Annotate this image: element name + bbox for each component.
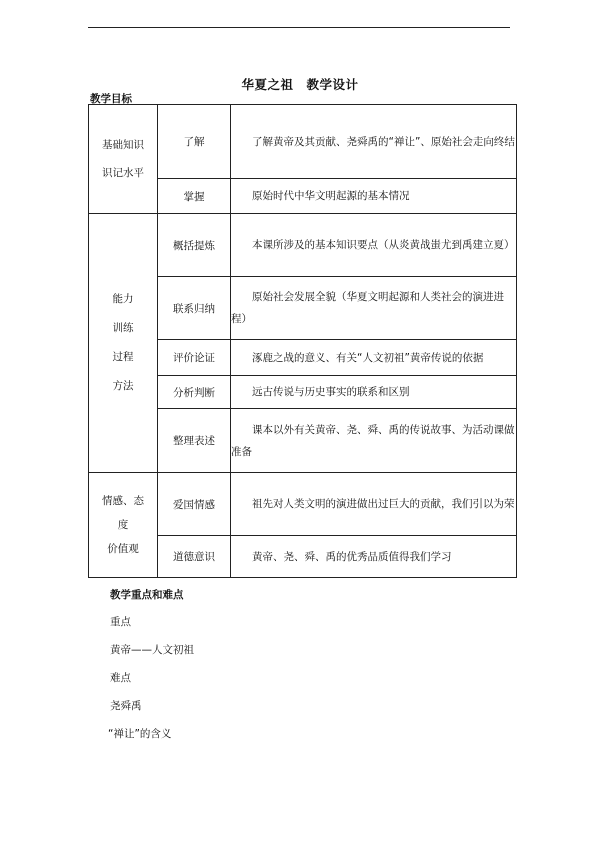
difficulty-detail: “禅让”的含义 [108, 728, 172, 740]
category-cell-basic-knowledge [89, 105, 158, 214]
category-line: 过程 [112, 351, 134, 363]
description-cell: 课本以外有关黄帝、尧、舜、禹的传说故事、为活动课做准备 [231, 409, 517, 473]
description-cell: 原始社会发展全貌（华夏文明起源和人类社会的演进进程） [231, 277, 517, 340]
header-rule [88, 27, 510, 28]
description-cell: 远古传说与历史事实的联系和区别 [231, 376, 517, 409]
category-line: 价值观 [107, 543, 139, 555]
subcategory-cell: 了解 [158, 105, 231, 179]
objectives-label: 教学目标 [90, 93, 132, 105]
description-cell: 黄帝、尧、舜、禹的优秀品质值得我们学习 [231, 536, 517, 578]
description-cell: 涿鹿之战的意义、有关“人文初祖”黄帝传说的依据 [231, 340, 517, 376]
category-line: 情感、态 [102, 495, 144, 507]
subcategory-cell: 道德意识 [158, 536, 231, 578]
category-line: 识记水平 [102, 167, 144, 179]
subcategory-cell: 爱国情感 [158, 473, 231, 536]
focus-label: 重点 [110, 616, 131, 628]
focus-value: 黄帝——人文初祖 [110, 644, 194, 656]
category-line: 能力 [112, 293, 134, 305]
objectives-table [88, 104, 517, 578]
category-cell-values [89, 473, 158, 578]
table-row [89, 473, 517, 536]
subcategory-cell: 掌握 [158, 179, 231, 214]
difficulty-value: 尧舜禹 [110, 700, 142, 712]
description-cell: 本课所涉及的基本知识要点（从炎黄战蚩尤到禹建立夏） [231, 214, 517, 277]
description-cell: 祖先对人类文明的演进做出过巨大的贡献，我们引以为荣 [231, 473, 517, 536]
difficulty-label: 难点 [110, 672, 131, 684]
table-row [89, 214, 517, 277]
page-title: 华夏之祖 教学设计 [241, 77, 359, 92]
category-line: 基础知识 [102, 139, 144, 151]
subcategory-cell: 联系归纳 [158, 277, 231, 340]
category-line: 训练 [112, 322, 134, 334]
table-row [89, 105, 517, 179]
subcategory-cell: 评价论证 [158, 340, 231, 376]
description-cell: 了解黄帝及其贡献、尧舜禹的“禅让”、原始社会走向终结 [231, 105, 517, 179]
description-cell: 原始时代中华文明起源的基本情况 [231, 179, 517, 214]
category-cell-ability [89, 214, 158, 473]
subcategory-cell: 整理表述 [158, 409, 231, 473]
key-points-heading: 教学重点和难点 [110, 589, 184, 601]
category-line: 方法 [112, 380, 134, 392]
subcategory-cell: 分析判断 [158, 376, 231, 409]
subcategory-cell: 概括提炼 [158, 214, 231, 277]
category-line: 度 [117, 519, 129, 531]
